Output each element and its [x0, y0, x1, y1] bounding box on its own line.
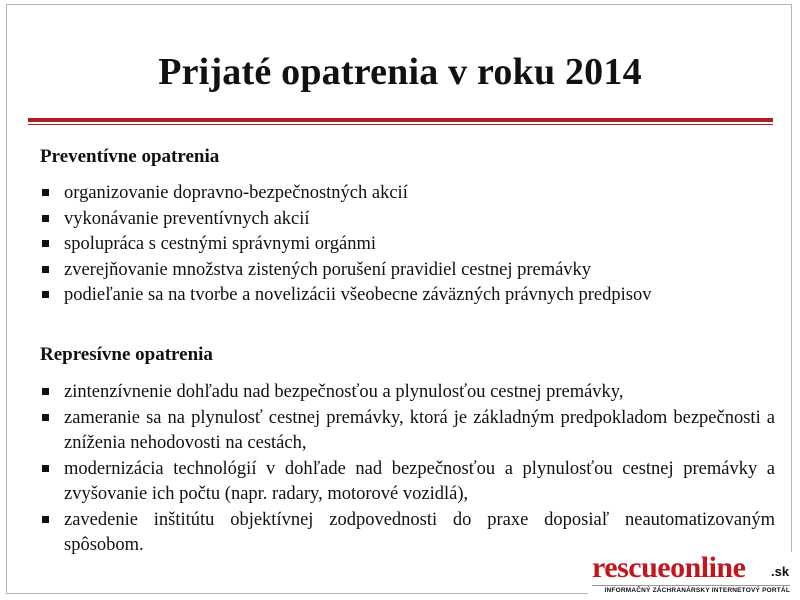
list-item: vykonávanie preventívnych akcií: [40, 207, 780, 233]
square-bullet-icon: [42, 465, 49, 472]
square-bullet-icon: [42, 215, 49, 222]
list-item: podieľanie sa na tvorbe a novelizácii všeobecne záväzných právnych predpisov: [40, 283, 780, 309]
slide-title: Prijaté opatrenia v roku 2014: [158, 51, 642, 93]
list-item: zverejňovanie množstva zistených porušení pravidiel cestnej premávky: [40, 258, 780, 284]
list-item: zameranie sa na plynulosť cestnej premávky, ktorá je základným predpokladom bezpečnosti a zníženia nehodovosti na cestách,: [40, 406, 775, 457]
list-item: spolupráca s cestnými správnymi orgánmi: [40, 232, 780, 258]
square-bullet-icon: [42, 414, 49, 421]
brand-wordmark: rescueonline: [592, 551, 746, 584]
preventive-list: [40, 181, 780, 309]
repressive-heading: Represívne opatrenia: [40, 344, 213, 365]
preventive-heading: Preventívne opatrenia: [40, 146, 220, 167]
title-divider-thick: [28, 118, 773, 122]
square-bullet-icon: [42, 388, 49, 395]
list-item: modernizácia technológií v dohľade nad bezpečnosťou a plynulosťou cestnej premávky a zvyšovanie ich počtu (napr. radary, motorové vozidlá),: [40, 457, 775, 508]
repressive-list: [40, 380, 775, 559]
brand-tld: .sk: [771, 564, 790, 579]
brand-divider: [592, 585, 790, 586]
rescueonline-watermark: [588, 552, 793, 596]
square-bullet-icon: [42, 291, 49, 298]
list-item: organizovanie dopravno-bezpečnostných akcií: [40, 181, 780, 207]
square-bullet-icon: [42, 516, 49, 523]
square-bullet-icon: [42, 189, 49, 196]
brand-tagline: INFORMAČNÝ ZÁCHRANÁRSKY INTERNETOVÝ PORTÁL: [604, 587, 790, 594]
list-item: zintenzívnenie dohľadu nad bezpečnosťou a plynulosťou cestnej premávky,: [40, 380, 775, 406]
square-bullet-icon: [42, 266, 49, 273]
title-divider-thin: [28, 124, 773, 125]
list-item: zavedenie inštitútu objektívnej zodpovednosti do praxe doposiaľ neautomatizovaným spôsobom.: [40, 508, 775, 559]
square-bullet-icon: [42, 240, 49, 247]
